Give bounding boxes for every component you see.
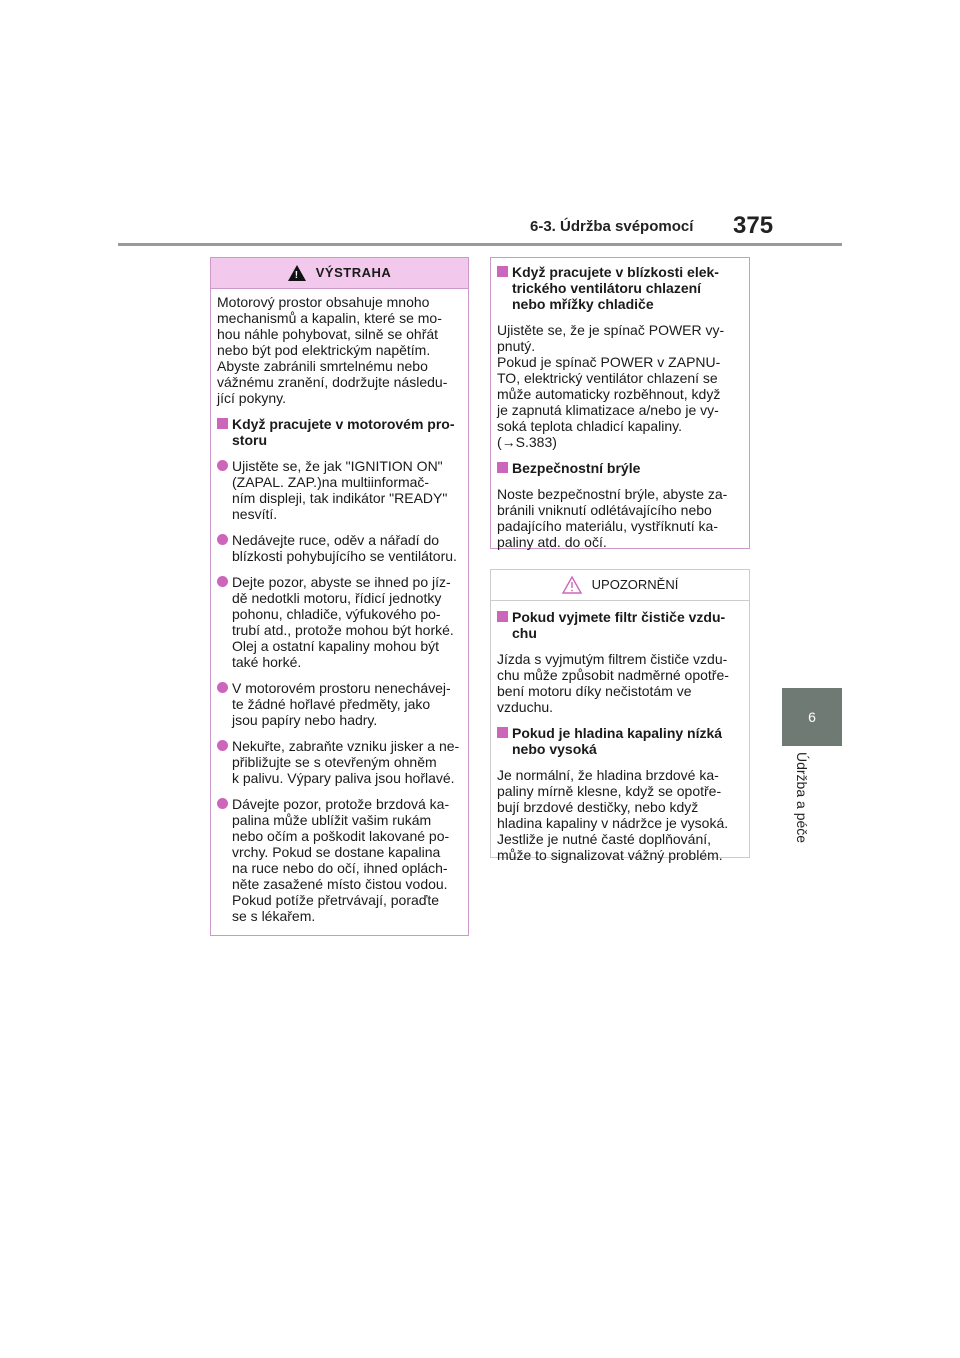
air-filter-heading [497,609,741,641]
square-bullet-icon [497,611,508,622]
warning-section-heading-text: Když pracujete v motorovém pro- storu [232,416,455,448]
round-bullet-icon [217,740,228,751]
round-bullet-icon [217,460,228,471]
round-bullet-icon [217,798,228,809]
fluid-level-heading [497,725,741,757]
warning-header [211,258,468,289]
round-bullet-icon [217,576,228,587]
warning-triangle-icon: ! [288,265,306,281]
notice-box [490,569,750,863]
list-item-text: Dávejte pozor, protože brzdová ka- palina může ublížit vašim rukám nebo očím a poškodit lakované po- vrchy. Pokud se dostane kapalina na ruce nebo do očí, ihned oplách- něte zasažené místo čistou vodou. Pokud potíže přetrvávají, poraďte se s lékařem. [232,796,450,924]
fan-text: Ujistěte se, že je spínač POWER vy- pnutý. Pokud je spínač POWER v ZAPNU- TO, elektrický ventilátor chlazení se může automaticky rozběhnout, když je zapnutá klimatizace a/nebo je vy- soká teplota chladicí kapaliny. [497,322,725,434]
fan-heading-text: Když pracujete v blízkosti elek- trického ventilátoru chlazení nebo mřížky chladiče [512,264,719,312]
notice-header [491,570,749,601]
list-item [217,574,460,670]
list-item-text: Nekuřte, zabraňte vzniku jisker a ne- přibližujte se s otevřeným ohněm k palivu. Výpary paliva jsou hořlavé. [232,738,460,786]
caution-triangle-icon [562,576,582,594]
section-title: 6-3. Údržba svépomocí [530,218,694,235]
square-bullet-icon [217,418,228,429]
notice-title: UPOZORNĚNÍ [591,577,679,592]
list-item [217,738,460,786]
warning-continuation-box [490,257,750,549]
list-item-text: Ujistěte se, že jak "IGNITION ON" (ZAPAL. ZAP.)na multiinformač- ním displeji, tak indikátor "READY" nesvítí. [232,458,448,522]
glasses-heading [497,460,741,476]
fluid-level-text: Je normální, že hladina brzdové ka- paliny mírně klesne, když se opotře- bují brzdové destičky, nebo když hladina kapaliny v nádržce je vysoká. Jestliže je nutné časté doplňování, může to signalizovat vážný problém. [497,767,729,863]
round-bullet-icon [217,534,228,545]
list-item [217,680,460,728]
fluid-level-heading-text: Pokud je hladina kapaliny nízká nebo vysoká [512,725,723,757]
chapter-label: Údržba a péče [794,752,810,844]
chapter-tab[interactable]: 6 [782,688,842,746]
list-item [217,532,460,564]
round-bullet-icon [217,682,228,693]
list-item [217,458,460,522]
warning-title: VÝSTRAHA [315,265,392,280]
air-filter-text: Jízda s vyjmutým filtrem čističe vzdu- chu může způsobit nadměrné opotře- bení motoru díky nečistotám ve vzduchu. [497,651,729,715]
fan-heading [497,264,741,312]
list-item-text: V motorovém prostoru nenechávej- te žádné hořlavé předměty, jako jsou papíry nebo hadry. [232,680,451,728]
square-bullet-icon [497,266,508,277]
header-divider [118,243,842,246]
glasses-heading-text: Bezpečnostní brýle [512,460,641,476]
square-bullet-icon [497,462,508,473]
page-number: 375 [733,212,774,239]
warning-intro: Motorový prostor obsahuje mnoho mechanismů a kapalin, které se mo- hou náhle pohybovat, silně se ohřát nebo být pod elektrickým napětím. Abyste zabránili smrtelnému nebo vážnému zranění, dodržujte následu- jící pokyny. [217,294,448,406]
page-reference-link[interactable]: (→S.383) [497,434,557,450]
glasses-text: Noste bezpečnostní brýle, abyste za- bránili vniknutí odlétávajícího nebo padajícího materiálu, vystříknutí ka- paliny atd. do očí. [497,486,728,550]
warning-box [210,257,469,936]
fan-paragraph [497,322,741,450]
list-item-text: Dejte pozor, abyste se ihned po jíz- dě nedotkli motoru, řídicí jednotky pohonu, chladiče, výfukového po- trubí atd., protože mohou být horké. Olej a ostatní kapaliny mohou být také horké. [232,574,454,670]
air-filter-heading-text: Pokud vyjmete filtr čističe vzdu- chu [512,609,726,641]
list-item-text: Nedávejte ruce, oděv a nářadí do blízkosti pohybujícího se ventilátoru. [232,532,457,564]
square-bullet-icon [497,727,508,738]
warning-section-heading [217,416,460,448]
list-item [217,796,460,924]
